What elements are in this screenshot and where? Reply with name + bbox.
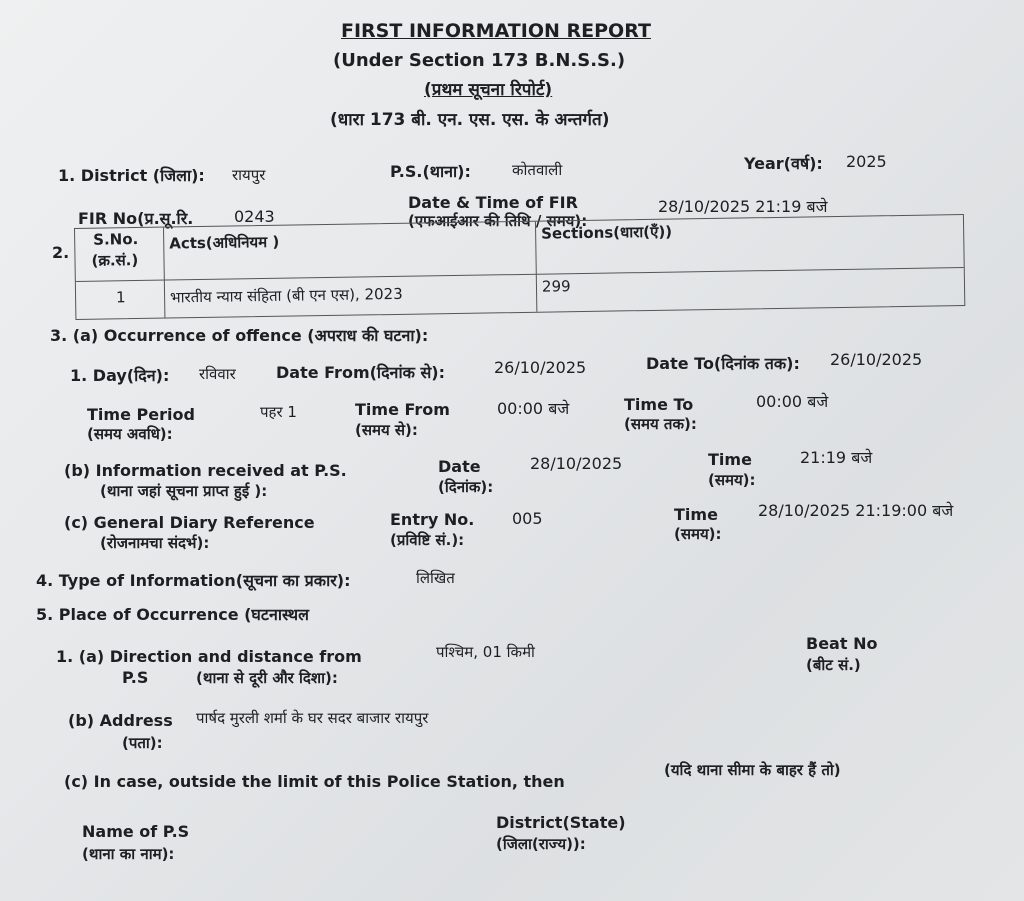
info-date-hindi: (दिनांक):: [438, 478, 494, 496]
direction-hindi: (थाना से दूरी और दिशा):: [196, 669, 338, 687]
gd-time-value: 28/10/2025 21:19:00 बजे: [758, 501, 954, 520]
year-label: Year(वर्ष):: [744, 154, 823, 173]
info-date-value: 28/10/2025: [530, 454, 623, 473]
ps-name-hindi: (थाना का नाम):: [82, 845, 175, 863]
ps-label: P.S.(थाना):: [390, 162, 471, 181]
info-time-hindi: (समय):: [708, 471, 756, 489]
sections-header: Sections(धारा(एँ)): [541, 222, 673, 243]
direction-label-ps: P.S: [122, 668, 149, 687]
fir-datetime-value: 28/10/2025 21:19 बजे: [658, 197, 828, 216]
acts-table: [74, 214, 965, 320]
fir-no-value: 0243: [234, 207, 275, 226]
time-period-hindi: (समय अवधि):: [87, 425, 173, 443]
gd-reference-label: (c) General Diary Reference: [64, 513, 315, 532]
day-value: रविवार: [199, 365, 236, 383]
gd-entry-value: 005: [512, 509, 543, 528]
sno-header: S.No.: [93, 229, 139, 249]
time-from-hindi: (समय से):: [355, 421, 418, 439]
time-from-value: 00:00 बजे: [497, 399, 570, 418]
district-label: 1. District (जिला):: [58, 166, 205, 185]
time-from-label: Time From: [355, 400, 450, 419]
info-received-label: (b) Information received at P.S.: [64, 461, 347, 480]
fir-no-label: FIR No(प्र.सू.रि.: [78, 209, 194, 228]
info-type-label: 4. Type of Information(सूचना का प्रकार):: [36, 571, 351, 590]
page-title: FIRST INFORMATION REPORT: [341, 20, 651, 42]
fir-datetime-label-hindi: (एफआईआर की तिथि / समय):: [408, 212, 588, 230]
table-cell-sno: 1: [115, 288, 126, 307]
district-state-label: District(State): [496, 813, 626, 832]
ps-value: कोतवाली: [512, 161, 563, 179]
info-time-value: 21:19 बजे: [800, 448, 873, 467]
info-time-label: Time: [708, 450, 752, 469]
gd-entry-hindi: (प्रविष्टि सं.):: [390, 531, 465, 549]
beat-hindi: (बीट सं.): [806, 656, 861, 674]
gd-time-label: Time: [674, 505, 718, 524]
page-subtitle-hindi: (धारा 173 बी. एन. एस. एस. के अन्तर्गत): [330, 110, 610, 130]
info-date-label: Date: [438, 457, 481, 476]
address-value: पार्षद मुरली शर्मा के घर सदर बाजार रायपुर: [196, 709, 429, 727]
day-label: 1. Day(दिन):: [70, 366, 170, 385]
date-to-value: 26/10/2025: [830, 350, 923, 369]
year-value: 2025: [846, 152, 887, 171]
info-type-value: लिखित: [416, 569, 455, 587]
table-cell-sections: 299: [541, 277, 571, 296]
acts-header: Acts(अधिनियम ): [169, 232, 280, 253]
outside-limit-hindi: (यदि थाना सीमा के बाहर हैं तो): [664, 761, 841, 779]
occurrence-heading: 3. (a) Occurrence of offence (अपराध की घटना):: [50, 326, 429, 345]
address-label: (b) Address: [68, 711, 173, 730]
sno-header-hindi: (क्र.सं.): [91, 250, 139, 270]
page-title-hindi: (प्रथम सूचना रिपोर्ट): [424, 80, 553, 100]
gd-time-hindi: (समय):: [674, 525, 722, 543]
time-to-hindi: (समय तक):: [624, 415, 697, 433]
address-hindi: (पता):: [122, 734, 163, 752]
gd-reference-hindi: (रोजनामचा संदर्भ):: [100, 534, 210, 552]
date-from-label: Date From(दिनांक से):: [276, 363, 445, 382]
place-heading: 5. Place of Occurrence (घटनास्थल: [36, 605, 309, 624]
ps-name-label: Name of P.S: [82, 822, 190, 841]
gd-entry-label: Entry No.: [390, 510, 475, 529]
date-to-label: Date To(दिनांक तक):: [646, 354, 800, 373]
time-to-label: Time To: [624, 395, 694, 414]
date-from-value: 26/10/2025: [494, 358, 587, 377]
outside-limit-label: (c) In case, outside the limit of this Police Station, then: [64, 772, 565, 791]
time-period-label: Time Period: [87, 405, 195, 424]
direction-label: 1. (a) Direction and distance from: [56, 647, 362, 666]
time-to-value: 00:00 बजे: [756, 392, 829, 411]
item2-number: 2.: [52, 243, 70, 262]
district-state-hindi: (जिला(राज्य)):: [496, 835, 586, 853]
fir-datetime-label: Date & Time of FIR: [408, 193, 578, 212]
page-subtitle: (Under Section 173 B.N.S.S.): [333, 50, 626, 71]
info-received-hindi: (थाना जहां सूचना प्राप्त हुई ):: [100, 482, 268, 500]
district-value: रायपुर: [232, 166, 266, 184]
beat-label: Beat No: [806, 634, 878, 653]
time-period-value: पहर 1: [260, 403, 297, 421]
table-cell-act: भारतीय न्याय संहिता (बी एन एस), 2023: [169, 284, 403, 307]
direction-value: पश्चिम, 01 किमी: [436, 643, 535, 661]
